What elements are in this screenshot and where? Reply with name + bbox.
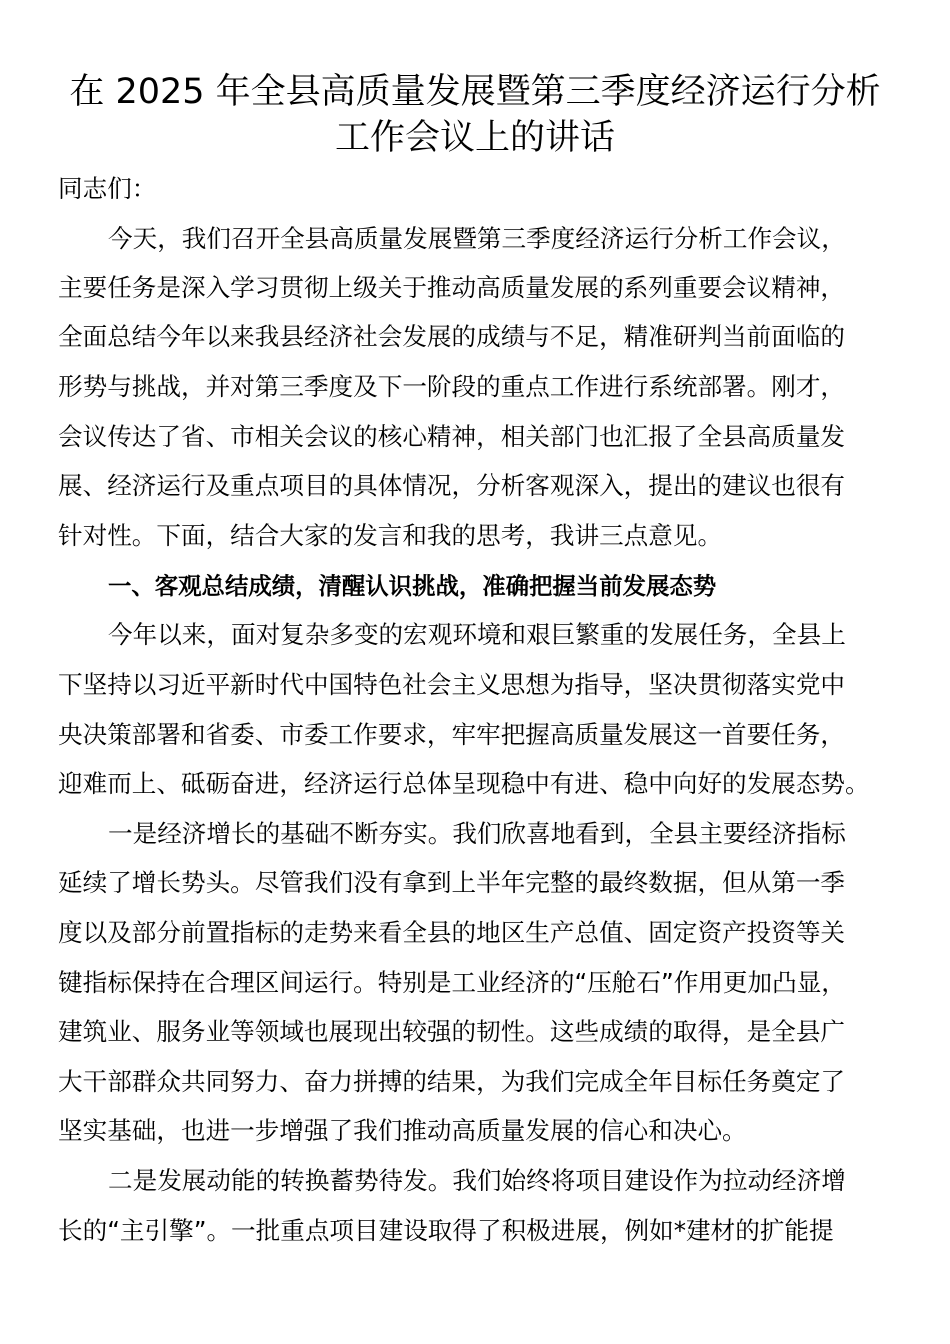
paragraph-line: 键指标保持在合理区间运行。特别是工业经济的“压舱石”作用更加凸显， <box>58 968 846 997</box>
paragraph-line: 迎难而上、砥砺奋进，经济运行总体呈现稳中有进、稳中向好的发展态势。 <box>58 769 870 798</box>
paragraph-line: 会议传达了省、市相关会议的核心精神，相关部门也汇报了全县高质量发 <box>58 422 846 451</box>
section-heading-1: 一、客观总结成绩，清醒认识挑战，准确把握当前发展态势 <box>108 572 717 600</box>
paragraph-line: 长的“主引擎”。一批重点项目建设取得了积极进展，例如*建材的扩能提 <box>58 1216 834 1245</box>
paragraph-line: 延续了增长势头。尽管我们没有拿到上半年完整的最终数据，但从第一季 <box>58 868 846 897</box>
salutation: 同志们： <box>58 174 157 203</box>
document-title-line-2: 工作会议上的讲话 <box>334 118 615 158</box>
paragraph-line: 形势与挑战，并对第三季度及下一阶段的重点工作进行系统部署。刚才， <box>58 372 846 401</box>
paragraph-line: 针对性。下面，结合大家的发言和我的思考，我讲三点意见。 <box>58 521 723 550</box>
paragraph-line: 下坚持以习近平新时代中国特色社会主义思想为指导，坚决贯彻落实党中 <box>58 670 846 699</box>
paragraph-line: 建筑业、服务业等领域也展现出较强的韧性。这些成绩的取得，是全县广 <box>58 1017 846 1046</box>
paragraph-line: 全面总结今年以来我县经济社会发展的成绩与不足，精准研判当前面临的 <box>58 322 846 351</box>
paragraph-line: 央决策部署和省委、市委工作要求，牢牢把握高质量发展这一首要任务， <box>58 720 846 749</box>
paragraph-line: 度以及部分前置指标的走势来看全县的地区生产总值、固定资产投资等关 <box>58 918 846 947</box>
paragraph-line: 大干部群众共同努力、奋力拼搏的结果，为我们完成全年目标任务奠定了 <box>58 1067 846 1096</box>
paragraph-line: 今年以来，面对复杂多变的宏观环境和艰巨繁重的发展任务，全县上 <box>108 620 846 649</box>
paragraph-line: 主要任务是深入学习贯彻上级关于推动高质量发展的系列重要会议精神， <box>58 273 846 302</box>
paragraph-line: 坚实基础，也进一步增强了我们推动高质量发展的信心和决心。 <box>58 1116 747 1145</box>
paragraph-line: 今天，我们召开全县高质量发展暨第三季度经济运行分析工作会议， <box>108 224 846 253</box>
paragraph-line: 展、经济运行及重点项目的具体情况，分析客观深入，提出的建议也很有 <box>58 471 846 500</box>
paragraph-line: 二是发展动能的转换蓄势待发。我们始终将项目建设作为拉动经济增 <box>108 1166 846 1195</box>
document-title-line-1: 在 2025 年全县高质量发展暨第三季度经济运行分析 <box>69 72 881 112</box>
paragraph-line: 一是经济增长的基础不断夯实。我们欣喜地看到，全县主要经济指标 <box>108 819 846 848</box>
